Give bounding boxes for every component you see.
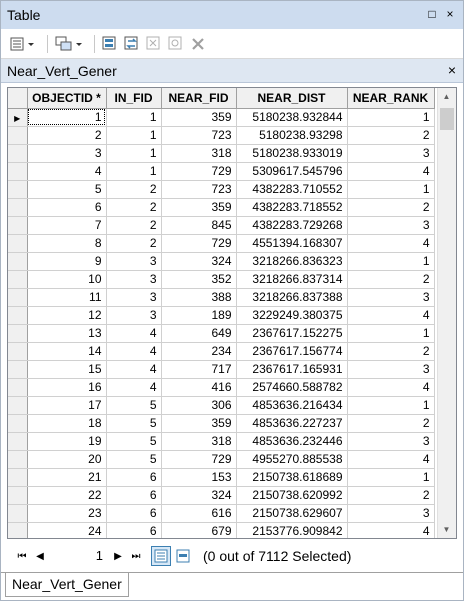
row-selector[interactable] [8,144,27,162]
table-cell[interactable]: 2574660.588782 [236,378,347,396]
table-cell[interactable]: 2 [347,270,434,288]
current-record-input[interactable]: 1 [95,548,103,563]
column-header[interactable]: OBJECTID * [27,88,106,108]
table-cell[interactable]: 4853636.216434 [236,396,347,414]
next-record-icon[interactable]: ▶ [114,550,122,562]
table-cell[interactable]: 2 [347,342,434,360]
select-by-attributes-icon [101,35,119,53]
table-tab-title: Near_Vert_Gener [7,62,117,79]
header-row [8,88,434,108]
table-row[interactable] [8,216,434,234]
row-selector[interactable] [8,126,27,144]
table-cell[interactable]: 717 [161,360,236,378]
table-cell[interactable]: 2 [347,126,434,144]
row-selector[interactable] [8,198,27,216]
column-header[interactable]: NEAR_RANK [347,88,434,108]
first-record-icon[interactable]: ⏮ [17,550,27,562]
table-row[interactable] [8,126,434,144]
table-cell[interactable]: 2 [106,234,161,252]
row-selector[interactable] [8,306,27,324]
row-selector[interactable] [8,432,27,450]
related-tables-button[interactable] [54,34,84,54]
table-toolbar [1,29,463,59]
table-row[interactable] [8,360,434,378]
restore-icon[interactable]: □ [428,7,436,21]
row-selector[interactable] [8,270,27,288]
table-cell[interactable]: 2 [106,198,161,216]
table-row[interactable] [8,144,434,162]
table-cell[interactable]: 19 [27,432,106,450]
table-cell[interactable]: 4 [106,378,161,396]
row-selector[interactable] [8,486,27,504]
zoom-to-selected-button[interactable] [167,34,185,54]
close-icon[interactable]: × [446,7,454,21]
table-cell[interactable]: 3 [106,270,161,288]
row-selector[interactable] [8,504,27,522]
table-cell[interactable]: 324 [161,252,236,270]
table-cell[interactable]: 359 [161,108,236,126]
table-row[interactable] [8,270,434,288]
table-cell[interactable]: 3 [106,288,161,306]
table-cell[interactable]: 1 [347,252,434,270]
table-row[interactable] [8,450,434,468]
table-cell[interactable]: 6 [106,486,161,504]
table-cell[interactable]: 22 [27,486,106,504]
column-header[interactable]: NEAR_FID [161,88,236,108]
table-cell[interactable]: 4 [106,342,161,360]
table-cell[interactable]: 359 [161,198,236,216]
table-cell[interactable]: 649 [161,324,236,342]
table-cell[interactable]: 4382283.710552 [236,180,347,198]
last-record-icon[interactable]: ⏭ [131,550,141,562]
table-row[interactable] [8,432,434,450]
table-cell[interactable]: 2 [347,486,434,504]
selected-records-icon [176,549,190,563]
table-cell[interactable]: 5 [106,450,161,468]
select-by-attributes-button[interactable] [101,34,119,54]
table-cell[interactable]: 12 [27,306,106,324]
column-header[interactable]: NEAR_DIST [236,88,347,108]
table-cell[interactable]: 4 [347,450,434,468]
table-cell[interactable]: 8 [27,234,106,252]
table-cell[interactable]: 5180238.933019 [236,144,347,162]
table-cell[interactable]: 616 [161,504,236,522]
table-cell[interactable]: 6 [106,468,161,486]
table-cell[interactable]: 6 [27,198,106,216]
table-cell[interactable]: 4 [27,162,106,180]
table-row[interactable] [8,468,434,486]
table-cell[interactable]: 5180238.932844 [236,108,347,126]
row-selector[interactable] [8,234,27,252]
table-row[interactable] [8,396,434,414]
table-cell[interactable]: 1 [347,468,434,486]
table-cell[interactable]: 729 [161,162,236,180]
delete-selected-button[interactable] [189,34,207,54]
table-row[interactable] [8,306,434,324]
scroll-up-icon[interactable]: ▲ [442,92,451,101]
table-cell[interactable]: 723 [161,180,236,198]
table-cell[interactable]: 1 [27,108,106,126]
table-cell[interactable]: 1 [106,144,161,162]
table-cell[interactable]: 3 [347,432,434,450]
table-cell[interactable]: 3 [347,144,434,162]
table-cell[interactable]: 4853636.232446 [236,432,347,450]
table-cell[interactable]: 729 [161,234,236,252]
row-selector[interactable] [8,180,27,198]
table-row[interactable] [8,252,434,270]
toolbar-separator [94,35,95,53]
table-cell[interactable]: 153 [161,468,236,486]
table-cell[interactable]: 15 [27,360,106,378]
table-cell[interactable]: 5180238.93298 [236,126,347,144]
row-selector[interactable] [8,450,27,468]
previous-record-icon[interactable]: ◀ [36,550,44,562]
table-cell[interactable]: 6 [106,504,161,522]
table-cell[interactable]: 4 [347,306,434,324]
table-row[interactable] [8,288,434,306]
table-cell[interactable]: 7 [27,216,106,234]
toolbar-separator [47,35,48,53]
vertical-scrollbar[interactable] [437,88,456,538]
table-cell[interactable]: 20 [27,450,106,468]
table-cell[interactable]: 1 [347,108,434,126]
table-cell[interactable]: 3218266.837388 [236,288,347,306]
table-cell[interactable]: 16 [27,378,106,396]
table-tab-header [1,59,463,83]
table-cell[interactable]: 5 [27,180,106,198]
table-cell[interactable]: 1 [106,126,161,144]
table-cell[interactable]: 388 [161,288,236,306]
table-row[interactable] [8,180,434,198]
table-cell[interactable]: 234 [161,342,236,360]
table-cell[interactable]: 359 [161,414,236,432]
current-row-icon: ▶ [14,114,21,123]
table-cell[interactable]: 2 [347,414,434,432]
table-cell[interactable]: 5 [106,396,161,414]
show-selected-records-button[interactable] [173,546,193,566]
row-selector[interactable] [8,216,27,234]
table-cell[interactable]: 21 [27,468,106,486]
table-cell[interactable]: 2 [27,126,106,144]
table-row[interactable] [8,198,434,216]
table-cell[interactable]: 2367617.152275 [236,324,347,342]
table-cell[interactable]: 2 [347,198,434,216]
table-row[interactable] [8,108,434,126]
bottom-table-tab[interactable]: Near_Vert_Gener [5,573,129,597]
table-cell[interactable]: 729 [161,450,236,468]
row-selector[interactable] [8,288,27,306]
table-cell[interactable]: 723 [161,126,236,144]
table-cell[interactable]: 3229249.380375 [236,306,347,324]
table-cell[interactable]: 11 [27,288,106,306]
row-selector[interactable] [8,360,27,378]
table-cell[interactable]: 1 [347,180,434,198]
table-cell[interactable]: 24 [27,522,106,539]
selection-status-text: (0 out of 7112 Selected) [203,548,352,564]
scroll-thumb[interactable] [440,108,454,130]
table-row[interactable] [8,378,434,396]
row-selector[interactable] [8,252,27,270]
clear-selection-button[interactable] [145,34,163,54]
table-cell[interactable]: 18 [27,414,106,432]
table-cell[interactable]: 306 [161,396,236,414]
table-cell[interactable]: 679 [161,522,236,539]
delete-icon [189,35,207,53]
all-records-icon [154,549,168,563]
switch-selection-button[interactable] [123,34,141,54]
table-cell[interactable]: 189 [161,306,236,324]
table-cell[interactable]: 5 [106,414,161,432]
table-cell[interactable]: 3 [347,288,434,306]
row-selector-header[interactable] [8,88,27,108]
table-cell[interactable]: 4 [347,378,434,396]
table-cell[interactable]: 13 [27,324,106,342]
table-cell[interactable]: 4382283.718552 [236,198,347,216]
table-cell[interactable]: 4 [347,234,434,252]
switch-selection-icon [123,35,141,53]
table-cell[interactable]: 14 [27,342,106,360]
table-cell[interactable]: 324 [161,486,236,504]
row-selector[interactable] [8,468,27,486]
table-cell[interactable]: 352 [161,270,236,288]
table-cell[interactable]: 1 [347,396,434,414]
table-row[interactable] [8,522,434,539]
zoom-to-selected-icon [167,35,185,53]
show-all-records-button[interactable] [151,546,171,566]
row-selector[interactable] [8,522,27,539]
table-cell[interactable]: 318 [161,432,236,450]
table-cell[interactable]: 1 [106,162,161,180]
table-cell[interactable]: 2 [106,216,161,234]
table-row[interactable] [8,324,434,342]
table-cell[interactable]: 9 [27,252,106,270]
row-selector[interactable] [8,324,27,342]
table-row[interactable] [8,234,434,252]
table-cell[interactable]: 4 [106,324,161,342]
table-cell[interactable]: 4382283.729268 [236,216,347,234]
table-cell[interactable]: 2 [106,180,161,198]
table-cell[interactable]: 4853636.227237 [236,414,347,432]
table-cell[interactable]: 1 [106,108,161,126]
window-titlebar[interactable] [1,1,463,29]
table-cell[interactable]: 5309617.545796 [236,162,347,180]
table-options-icon [9,35,37,53]
attribute-grid[interactable] [7,87,457,539]
table-statusbar [7,543,457,569]
row-selector[interactable] [8,378,27,396]
table-cell[interactable]: 4 [347,162,434,180]
table-cell[interactable]: 2150738.620992 [236,486,347,504]
table-cell[interactable]: 10 [27,270,106,288]
table-cell[interactable]: 318 [161,144,236,162]
table-cell[interactable]: 2367617.156774 [236,342,347,360]
window-title: Table [7,7,41,23]
table-cell[interactable]: 4 [106,360,161,378]
table-row[interactable] [8,162,434,180]
table-cell[interactable]: 2150738.618689 [236,468,347,486]
table-cell[interactable]: 3 [27,144,106,162]
related-tables-icon [54,35,84,53]
scroll-down-icon[interactable]: ▼ [442,525,451,534]
table-cell[interactable]: 4551394.168307 [236,234,347,252]
table-cell[interactable]: 1 [347,324,434,342]
row-selector[interactable] [8,162,27,180]
table-cell[interactable]: 6 [106,522,161,539]
table-row[interactable] [8,504,434,522]
column-header[interactable]: IN_FID [106,88,161,108]
table-cell[interactable]: 2153776.909842 [236,522,347,539]
table-cell[interactable]: 4955270.885538 [236,450,347,468]
table-row[interactable] [8,342,434,360]
clear-selection-icon [145,35,163,53]
table-cell[interactable]: 4 [347,522,434,539]
table-cell[interactable]: 2367617.165931 [236,360,347,378]
table-row[interactable] [8,486,434,504]
table-cell[interactable]: 3 [106,306,161,324]
row-selector[interactable] [8,396,27,414]
row-selector[interactable] [8,342,27,360]
table-options-button[interactable] [9,34,37,54]
table-cell[interactable]: 3 [347,504,434,522]
table-cell[interactable]: 17 [27,396,106,414]
row-selector[interactable] [8,108,27,126]
attribute-table [8,88,435,539]
table-cell[interactable]: 845 [161,216,236,234]
table-cell[interactable]: 3218266.837314 [236,270,347,288]
table-row[interactable] [8,414,434,432]
table-cell[interactable]: 23 [27,504,106,522]
table-cell[interactable]: 2150738.629607 [236,504,347,522]
table-cell[interactable]: 416 [161,378,236,396]
close-table-icon[interactable]: × [447,62,456,78]
table-cell[interactable]: 3 [347,360,434,378]
table-cell[interactable]: 3 [106,252,161,270]
table-cell[interactable]: 3218266.836323 [236,252,347,270]
table-cell[interactable]: 5 [106,432,161,450]
table-cell[interactable]: 3 [347,216,434,234]
row-selector[interactable] [8,414,27,432]
